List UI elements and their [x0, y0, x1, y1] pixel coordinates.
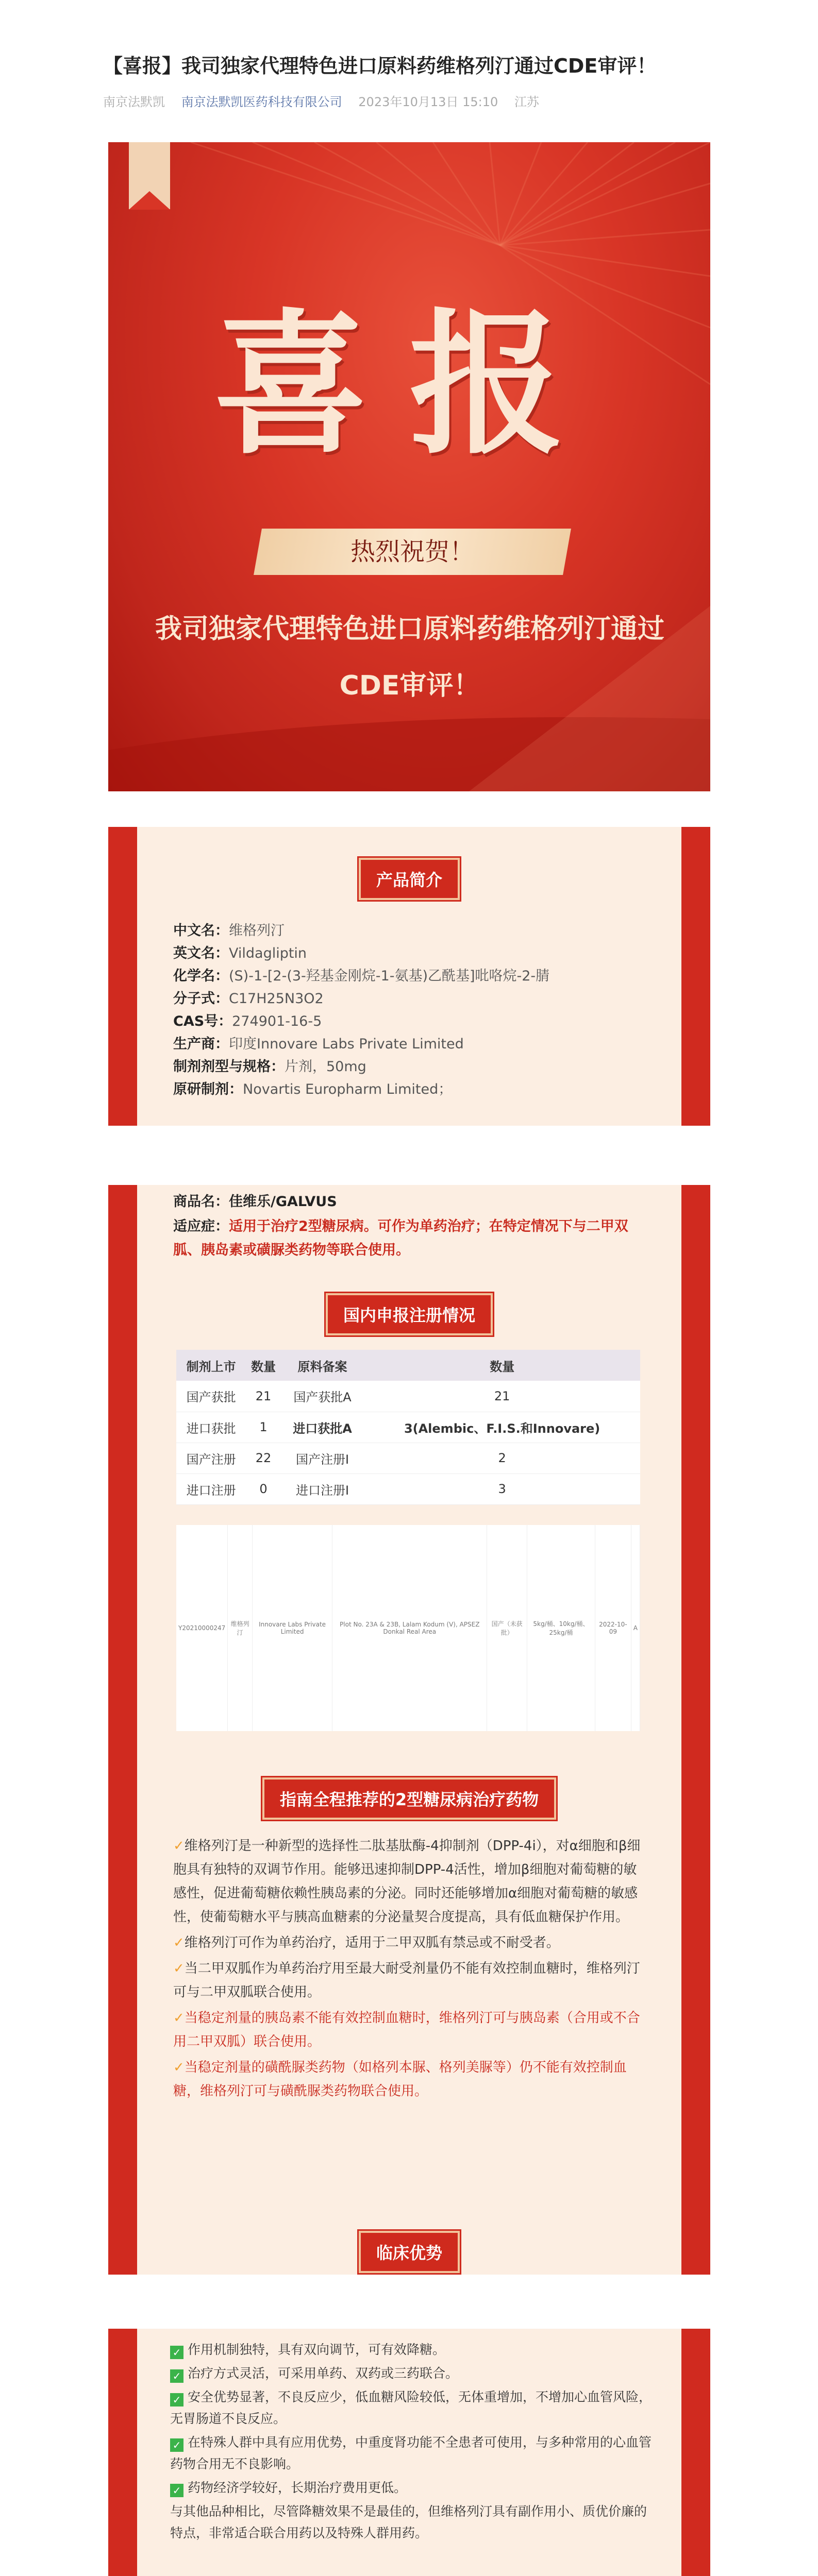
bookmark-ribbon-decoration	[129, 142, 170, 209]
table-row	[176, 1412, 640, 1443]
registration-card	[137, 1185, 681, 2275]
table-header	[176, 1350, 640, 1381]
advantage-section	[108, 2329, 710, 2576]
info-value: 片剂，50mg	[285, 1059, 366, 1075]
info-value: 维格列汀	[229, 923, 285, 939]
indication-block	[173, 1215, 647, 1262]
info-key: 化学名：	[173, 968, 229, 984]
table-row	[176, 1525, 640, 1731]
reg-heading: 国内申报注册情况	[326, 1293, 493, 1335]
registration-section	[108, 1185, 710, 2275]
list-item	[173, 1931, 647, 1955]
cell: 国产获批A	[281, 1381, 364, 1412]
publish-date: 2023年10月13日 15:10	[358, 95, 498, 109]
table-row	[176, 1443, 640, 1473]
product-heading-wrap	[137, 858, 681, 900]
checkbox-icon: ✓	[170, 2484, 183, 2497]
reg-heading-wrap	[137, 1293, 681, 1335]
info-key: CAS号：	[173, 1013, 232, 1029]
trade-name-text: 商品名：佳维乐/GALVUS	[173, 1194, 337, 1210]
trade-name	[173, 1190, 647, 1214]
xibao-heading: 喜报	[213, 293, 605, 475]
product-heading: 产品简介	[359, 858, 460, 900]
cell: 2	[364, 1443, 640, 1473]
info-value: Vildagliptin	[229, 945, 307, 961]
product-section	[108, 827, 710, 1126]
cell: 2022-10-09	[595, 1525, 631, 1731]
info-row	[173, 920, 637, 942]
info-value: 印度Innovare Labs Private Limited	[229, 1036, 464, 1052]
cell: 3(Alembic、F.I.S.和Innovare)	[364, 1412, 640, 1443]
product-card	[137, 827, 681, 1126]
article-title: 【喜报】我司独家代理特色进口原料药维格列汀通过CDE审评！	[103, 55, 657, 77]
info-row	[173, 1078, 637, 1101]
list-item-text: 与其他品种相比，尽管降糖效果不是最佳的，但维格列汀具有副作用小、质优价廉的特点，非常适合联合用药以及特殊人群用药。	[170, 2504, 647, 2540]
list-item	[170, 2339, 655, 2361]
clinical-heading: 临床优势	[359, 2231, 460, 2273]
info-row	[173, 1033, 637, 1056]
cell: 国产注册	[176, 1443, 246, 1473]
list-item-text: 安全优势显著，不良反应少，低血糖风险较低，无体重增加，不增加心血管风险，无胃肠道不良反应。	[170, 2389, 652, 2426]
cell: 进口注册I	[281, 1473, 364, 1504]
clinical-list	[170, 2339, 655, 2546]
registration-table	[176, 1350, 640, 1505]
list-item-text: 维格列汀是一种新型的选择性二肽基肽酶-4抑制剂（DPP-4i），对α细胞和β细胞具有独特的双调节作用。能够迅速抑制DPP-4活性，增加β细胞对葡萄糖的敏感性，促进葡萄糖依赖性胰岛素的分泌。同时还能够增加α细胞对葡萄糖的敏感性，使葡萄糖水平与胰高血糖素的分泌量契合度提高，具有低血糖保护作用。	[173, 1838, 641, 1925]
indication-key: 适应症：	[173, 1218, 229, 1234]
info-row	[173, 965, 637, 988]
product-info-list	[173, 920, 637, 1101]
list-item-text: 维格列汀可作为单药治疗，适用于二甲双胍有禁忌或不耐受者。	[184, 1935, 560, 1951]
list-item-text: 治疗方式灵活，可采用单药、双药或三药联合。	[188, 2366, 459, 2381]
check-icon: ✓	[173, 1935, 185, 1951]
info-key: 生产商：	[173, 1036, 229, 1052]
list-item-text: 当稳定剂量的磺酰脲类药物（如格列本脲、格列美脲等）仍不能有效控制血糖，维格列汀可与磺酰脲类药物联合使用。	[173, 2060, 627, 2099]
list-item	[173, 2056, 647, 2103]
cell: 国产注册I	[281, 1443, 364, 1473]
table-row	[176, 1381, 640, 1412]
check-icon: ✓	[173, 1961, 185, 1976]
cell: 21	[246, 1381, 281, 1412]
list-item-text: 当稳定剂量的胰岛素不能有效控制血糖时，维格列汀可与胰岛素（合用或不合用二甲双胍）联合使用。	[173, 2010, 640, 2049]
registration-detail-table	[176, 1525, 640, 1731]
info-value: (S)-1-[2-(3-羟基金刚烷-1-氨基)乙酰基]吡咯烷-2-腈	[229, 968, 550, 984]
xibao-banner	[108, 142, 710, 791]
column-header: 数量	[246, 1350, 281, 1381]
check-icon: ✓	[173, 2010, 185, 2026]
cell: 国产（未获批）	[487, 1525, 527, 1731]
checkbox-icon: ✓	[170, 2369, 183, 2383]
checkbox-icon: ✓	[170, 2438, 183, 2452]
list-item	[170, 2432, 655, 2475]
advantage-card	[137, 2329, 681, 2576]
list-item-text: 在特殊人群中具有应用优势，中重度肾功能不全患者可使用，与多种常用的心血管药物合用无不良影响。	[170, 2435, 652, 2471]
cell: A	[631, 1525, 640, 1731]
info-value: 274901-16-5	[232, 1013, 322, 1029]
list-item	[170, 2477, 655, 2499]
column-header: 数量	[364, 1350, 640, 1381]
list-item	[173, 1957, 647, 2004]
clinical-heading-wrap	[137, 2231, 681, 2273]
cell: 22	[246, 1443, 281, 1473]
info-key: 分子式：	[173, 991, 229, 1007]
cell: 5kg/桶、10kg/桶、25kg/桶	[527, 1525, 595, 1731]
check-icon: ✓	[173, 2060, 185, 2075]
guide-heading: 指南全程推荐的2型糖尿病治疗药物	[262, 1777, 556, 1820]
banner-line-2: CDE审评！	[339, 670, 480, 701]
check-icon: ✓	[173, 1838, 185, 1854]
cell: 维格列汀	[228, 1525, 253, 1731]
info-key: 中文名：	[173, 923, 229, 939]
account-link[interactable]: 南京法默凯医药科技有限公司	[181, 95, 342, 109]
column-header: 原料备案	[281, 1350, 364, 1381]
list-item-text: 药物经济学较好，长期治疗费用更低。	[188, 2480, 407, 2495]
info-row	[173, 1010, 637, 1033]
cell: 进口获批A	[281, 1412, 364, 1443]
cell: 1	[246, 1412, 281, 1443]
info-key: 制剂剂型与规格：	[173, 1059, 285, 1075]
cell: 国产获批	[176, 1381, 246, 1412]
indication-text: 适用于治疗2型糖尿病。可作为单药治疗；在特定情况下与二甲双胍、胰岛素或磺脲类药物等联合使用。	[173, 1218, 628, 1258]
cell: Plot No. 23A & 23B, Lalam Kodum (V), APSEZ Donkal Real Area	[332, 1525, 487, 1731]
location-label: 江苏	[514, 95, 539, 109]
article-meta	[103, 92, 552, 110]
banner-subtitle	[144, 601, 675, 714]
cell: Innovare Labs Private Limited	[253, 1525, 332, 1731]
table-row	[176, 1473, 640, 1504]
info-row	[173, 988, 637, 1010]
checkbox-icon: ✓	[170, 2393, 183, 2406]
guideline-list	[173, 1834, 647, 2105]
info-key: 英文名：	[173, 945, 229, 961]
checkbox-icon: ✓	[170, 2346, 183, 2359]
info-key: 原研制剂：	[173, 1081, 243, 1097]
banner-line-1: 我司独家代理特色进口原料药维格列汀通过	[155, 614, 664, 645]
cell: 21	[364, 1381, 640, 1412]
list-item	[173, 1834, 647, 1929]
list-item	[170, 2386, 655, 2430]
list-item	[170, 2501, 655, 2544]
info-row	[173, 942, 637, 965]
list-item	[173, 2006, 647, 2054]
author-label: 南京法默凯	[103, 95, 165, 109]
cell: 进口注册	[176, 1473, 246, 1504]
column-header: 制剂上市	[176, 1350, 246, 1381]
info-value: C17H25N3O2	[229, 991, 324, 1007]
info-value: Novartis Europharm Limited；	[243, 1081, 453, 1097]
list-item-text: 当二甲双胍作为单药治疗用至最大耐受剂量仍不能有效控制血糖时，维格列汀可与二甲双胍联合使用。	[173, 1961, 640, 2000]
list-item	[170, 2363, 655, 2384]
congrats-text: 热烈祝贺！	[350, 537, 474, 566]
cell: Y20210000247	[176, 1525, 228, 1731]
cell: 进口获批	[176, 1412, 246, 1443]
cell: 3	[364, 1473, 640, 1504]
info-row	[173, 1056, 637, 1078]
list-item-text: 作用机制独特，具有双向调节，可有效降糖。	[188, 2342, 446, 2357]
cell: 0	[246, 1473, 281, 1504]
guide-heading-wrap	[137, 1777, 681, 1820]
